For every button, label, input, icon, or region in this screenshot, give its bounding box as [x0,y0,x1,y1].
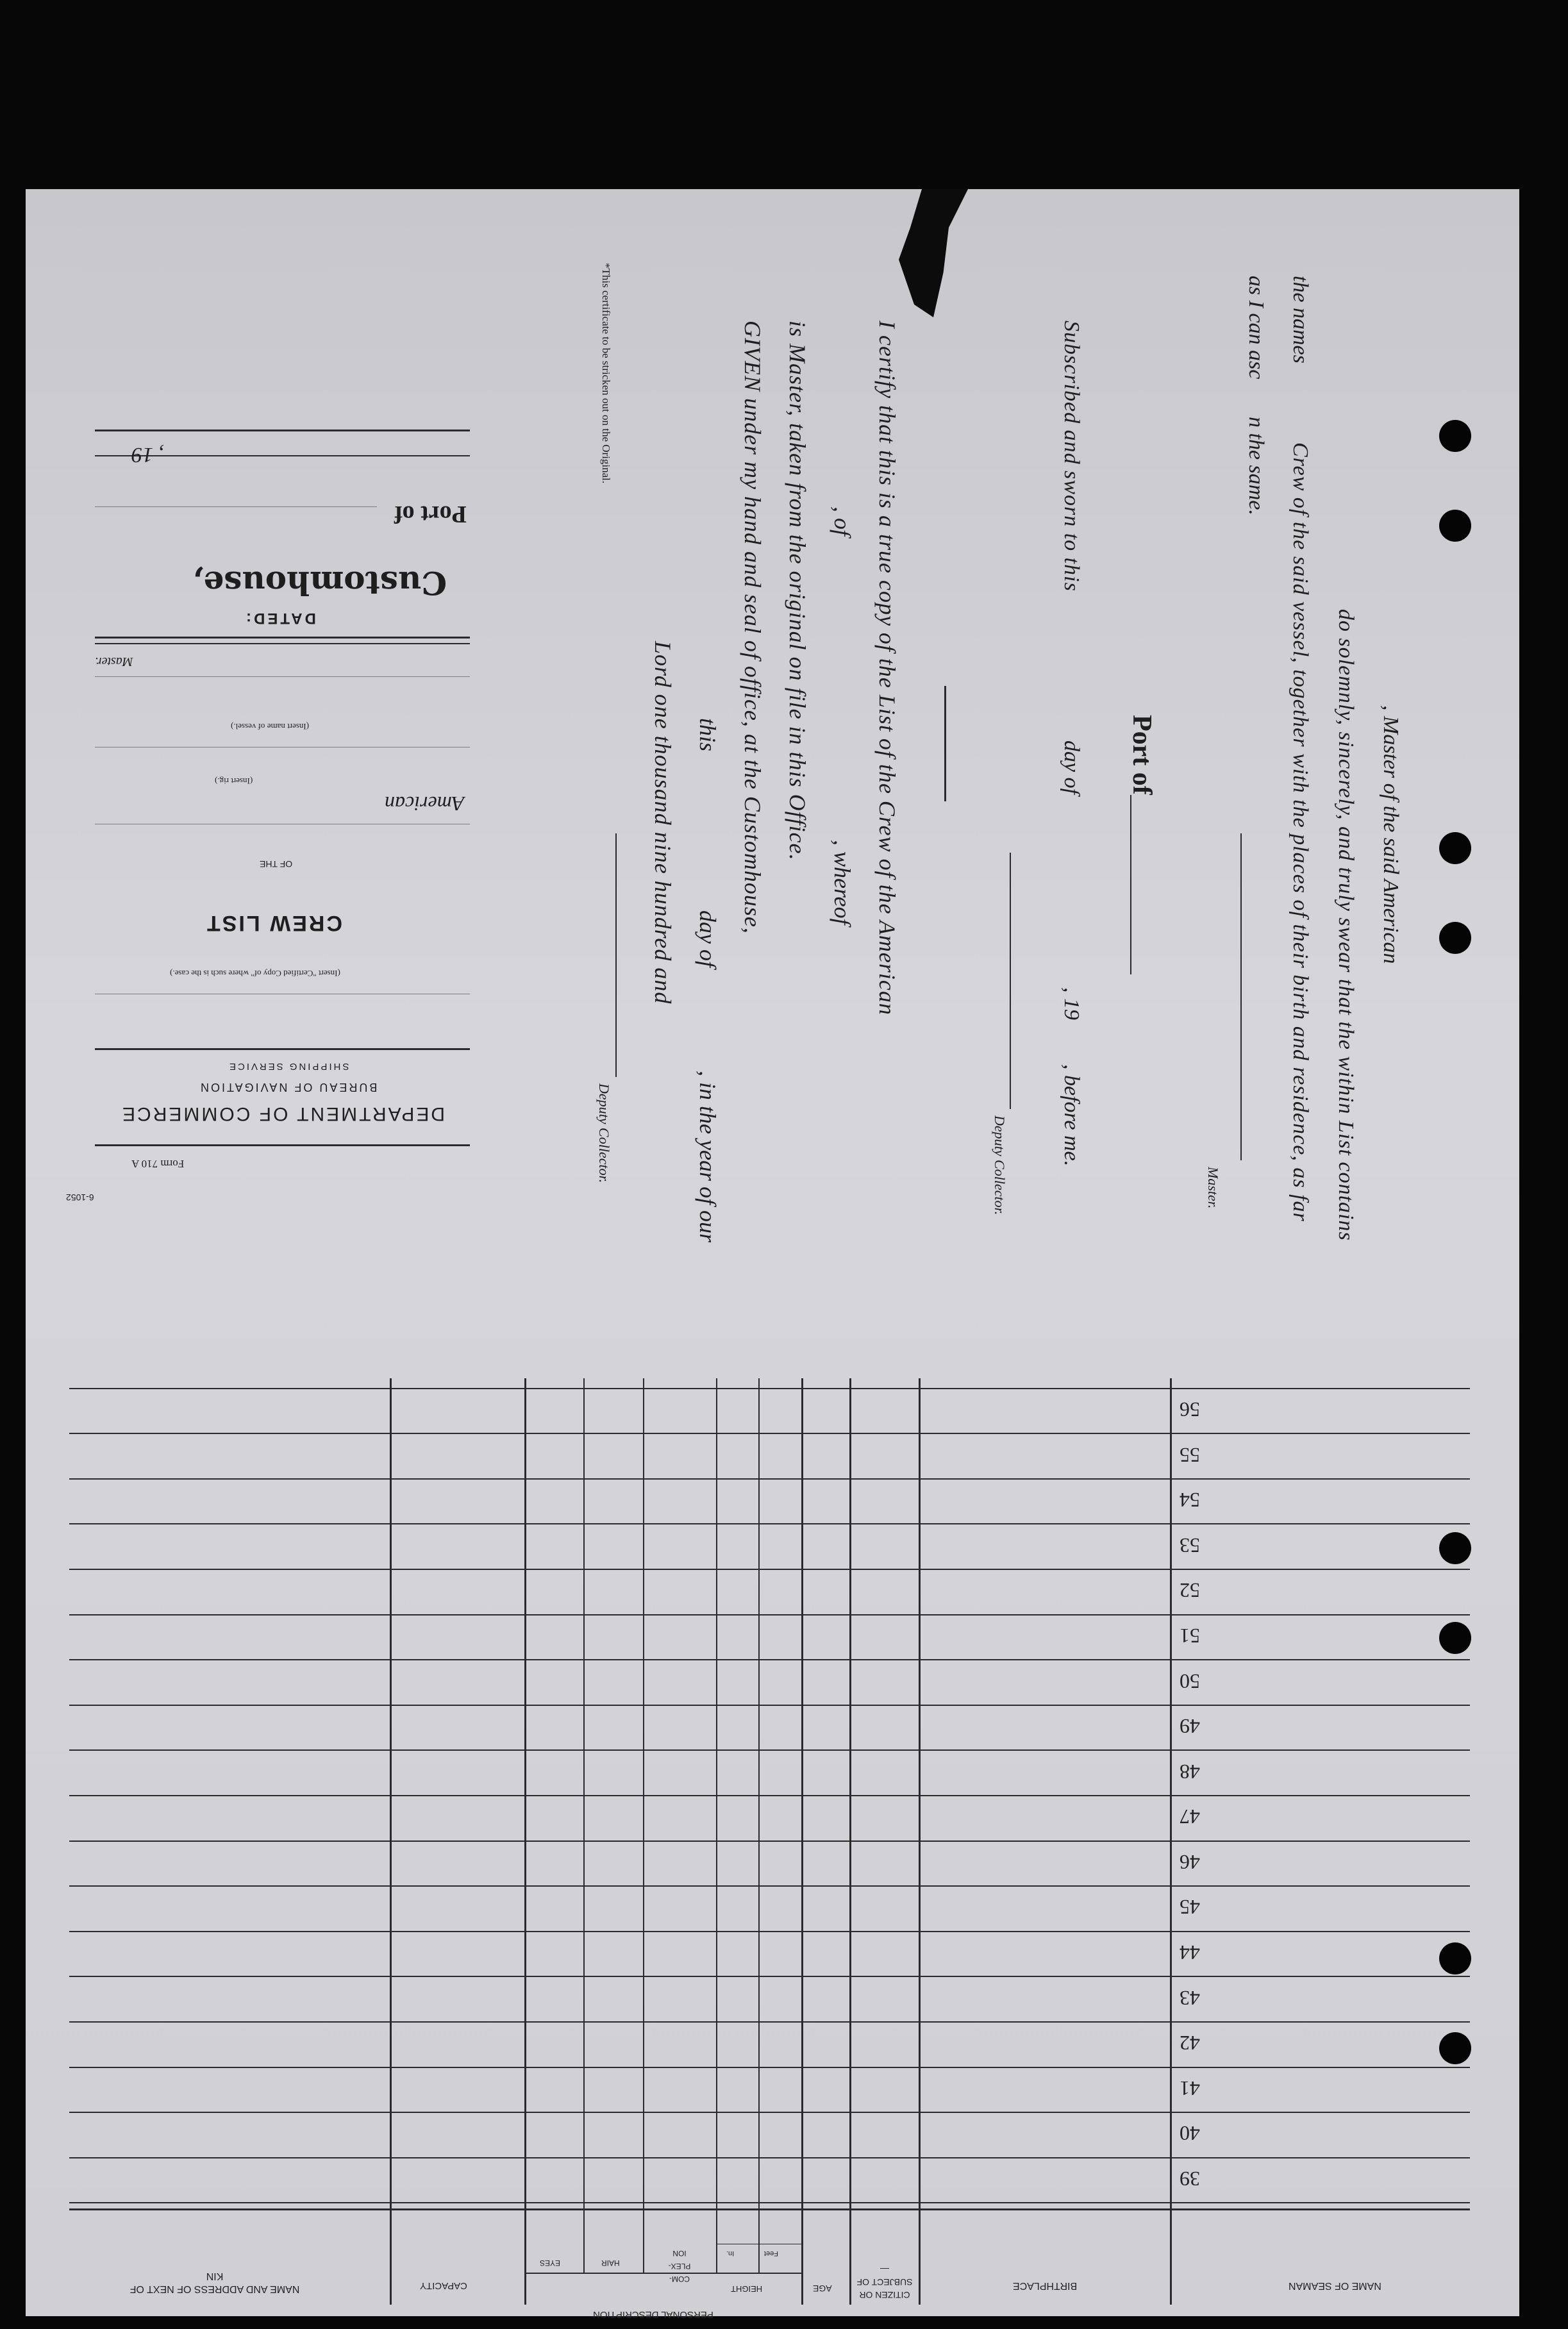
table-row-rule [69,1976,1470,1977]
cover-form-number: Form 710 A [131,1158,185,1170]
table-row-rule [69,1705,1470,1706]
table-row-rule [69,1569,1470,1570]
oath-line-4b: n the same. [1244,417,1268,515]
punch-hole [1439,1622,1471,1654]
punch-hole [1439,832,1471,864]
row-number: 56 [1180,1398,1200,1421]
row-number: 51 [1180,1624,1200,1648]
cover-of-the: OF THE [260,859,293,869]
cover-dated: DATED: [244,610,316,627]
certificate-line-5c: , in the year of our [695,1071,721,1242]
row-number: 54 [1180,1489,1200,1512]
cover-port-of: Port of [394,501,467,528]
column-divider [1170,1378,1172,2305]
row-number: 53 [1180,1534,1200,1557]
header-name-of-seaman: NAME OF SEAMAN [1289,2280,1381,2291]
column-divider [801,1378,803,2305]
row-number: 44 [1180,1941,1200,1964]
cover-rule [95,637,470,639]
table-row-rule [69,1841,1470,1842]
column-divider [716,1378,717,2273]
table-row-rule [69,1749,1470,1751]
jurat-signature-line [1010,853,1011,1109]
header-height: HEIGHT [731,2284,763,2294]
column-divider [849,1378,851,2305]
certificate-signature-line [615,833,617,1077]
table-row-rule [69,2157,1470,2158]
jurat-subscribed: Subscribed and sworn to this [1060,321,1083,592]
master-signature-line [1240,833,1242,1160]
cover-insert-note: (Insert "Certified Copy of" where such is the case.) [170,969,340,978]
certificate-line-3: is Master, taken from the original on file in this Office. [785,321,810,861]
cover-bureau: BUREAU OF NAVIGATION [199,1081,378,1094]
cover-rule [95,643,470,644]
column-divider [643,1378,644,2273]
cover-american: American [385,792,465,815]
table-row-rule [69,1931,1470,1932]
row-number: 50 [1180,1670,1200,1693]
row-number: 52 [1180,1579,1200,1602]
master-signature-label: Master. [1205,1167,1221,1209]
row-number: 42 [1180,2032,1200,2055]
table-row-rule [69,1885,1470,1887]
punch-hole [1439,2032,1471,2064]
punch-hole [1439,1532,1471,1564]
table-row-rule [69,1795,1470,1796]
table-row-rule [69,1433,1470,1434]
punch-hole [1439,922,1471,954]
cover-year: , 19 [131,443,164,467]
header-eyes: EYES [540,2258,561,2267]
certificate-line-1: I certify that this is a true copy of the List of the Crew of the American [874,321,900,1015]
cover-insert-vessel: (Insert name of vessel.) [231,722,310,731]
table-row-rule [69,1523,1470,1524]
certificate-deputy-collector: Deputy Collector. [596,1083,612,1183]
cover-master: Master. [95,655,133,669]
header-inches: In. [726,2250,735,2257]
column-divider [919,1378,921,2305]
row-number: 48 [1180,1760,1200,1783]
certificate-line-5a: this [695,718,721,752]
row-number: 41 [1180,2077,1200,2100]
cover-line [95,676,470,677]
certificate-line-4: GIVEN under my hand and seal of office, at the Customhouse, [740,321,765,934]
cover-port-line [95,506,377,507]
table-row-rule [69,2067,1470,2068]
header-hair: HAIR [601,2258,620,2267]
table-row-rule [69,1659,1470,1660]
table-row-rule [69,1388,1470,1389]
cover-rule [95,1048,470,1050]
row-number: 46 [1180,1851,1200,1874]
row-number: 40 [1180,2122,1200,2145]
divider-rule [944,686,946,801]
jurat-year: , 19 [1060,987,1083,1020]
oath-line-4: as I can asc [1244,276,1268,380]
oath-line-2: do solemnly, sincerely, and truly swear that the within List contains [1334,609,1358,1241]
row-number: 43 [1180,1987,1200,2010]
column-divider [524,1378,526,2305]
jurat-port-of: Port of [1127,715,1156,795]
jurat-deputy-collector: Deputy Collector. [992,1115,1008,1215]
table-row-rule [69,2112,1470,2113]
cover-rule [95,1144,470,1146]
oath-line-1: , Master of the said American [1379,705,1403,964]
column-divider [583,1378,585,2273]
header-feet: Feet [764,2250,779,2257]
column-divider [758,1378,760,2273]
certificate-line-6: Lord one thousand nine hundred and [650,641,676,1005]
cover-rule [95,430,470,431]
cover-print-code: 6-1052 [66,1192,94,1203]
jurat-port-line [1130,795,1131,974]
cover-service: SHIPPING SERVICE [228,1061,349,1072]
row-number: 45 [1180,1896,1200,1919]
oath-line-3b: Crew of the said vessel, together with the places of their birth and residence, as far [1289,442,1312,1222]
punch-hole [1439,420,1471,452]
cover-department: DEPARTMENT OF COMMERCE [121,1103,446,1124]
column-divider [390,1378,392,2305]
certificate-line-5b: day of [695,910,721,967]
header-personal-description: PERSONAL DESCRIPTION [593,2309,713,2320]
header-complexion: COM- PLEX- ION [668,2249,691,2283]
header-birthplace: BIRTHPLACE [1013,2280,1078,2291]
cover-insert-rig: (Insert rig.) [215,776,253,786]
row-number: 49 [1180,1715,1200,1738]
row-number: 55 [1180,1444,1200,1467]
row-number: 47 [1180,1805,1200,1828]
header-citizen: CITIZEN OR SUBJECT OF— [856,2264,913,2300]
table-row-rule [69,1478,1470,1480]
cover-title: CREW LIST [205,911,342,935]
header-next-of-kin: NAME AND ADDRESS OF NEXT OF KIN [129,2271,300,2294]
row-number: 39 [1180,2167,1200,2191]
punch-hole [1439,1942,1471,1974]
certificate-line-2a: , of [830,506,855,537]
jurat-before-me: , before me. [1060,1064,1083,1167]
jurat-day-of: day of [1060,740,1083,795]
table-row-rule [69,2021,1470,2023]
header-age: AGE [813,2283,832,2294]
table-header-rule [69,2208,1470,2210]
oath-line-3: the names [1289,276,1312,363]
table-row-rule [69,1614,1470,1615]
table-row-rule [69,2202,1470,2203]
cover-customhouse: Customhouse, [192,564,447,602]
certificate-line-2b: , whereof [830,840,855,925]
punch-hole [1439,510,1471,542]
certificate-footnote: *This certificate to be stricken out on the Original. [600,263,612,484]
header-capacity: CAPACITY [420,2280,467,2291]
